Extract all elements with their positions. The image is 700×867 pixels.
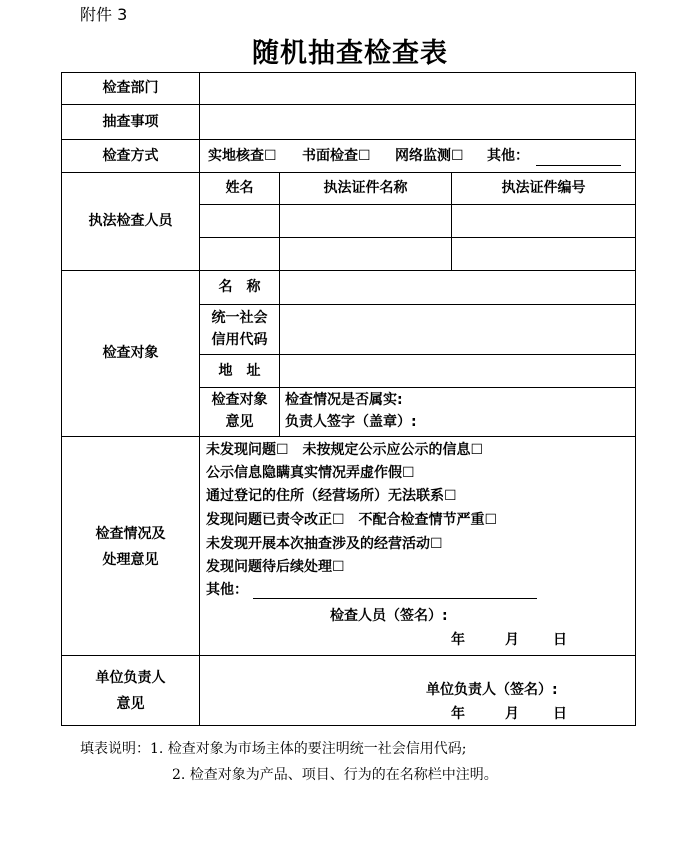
object-address-label: 地 址	[218, 363, 261, 379]
method-onsite-option[interactable]: 实地核查☐	[208, 148, 277, 164]
situation-label: 检查情况及 处理意见	[95, 526, 166, 568]
situation-line-5[interactable]: 未发现开展本次抽查涉及的经营活动☐	[206, 536, 443, 552]
situation-line-6[interactable]: 发现问题待后续处理☐	[206, 559, 345, 575]
personnel-label: 执法检查人员	[88, 213, 173, 229]
object-signature-text: 负责人签字（盖章）:	[285, 414, 417, 430]
object-credit-code-label-2: 信用代码	[211, 332, 268, 348]
leader-signature-label: 单位负责人（签名）:	[426, 682, 558, 698]
inspector-date-day: 日	[553, 632, 567, 648]
form-title: 随机抽查检查表	[252, 38, 448, 69]
leader-date-year: 年	[451, 706, 465, 722]
situation-line-4[interactable]: 发现问题已责令改正☐ 不配合检查情节严重☐	[206, 512, 498, 528]
matter-label: 抽查事项	[102, 114, 159, 130]
situation-other-label: 其他：	[206, 582, 248, 598]
object-opinion-label-1: 检查对象	[211, 392, 268, 408]
method-label: 检查方式	[102, 148, 159, 164]
method-other-blank[interactable]	[536, 165, 621, 166]
object-label: 检查对象	[102, 345, 159, 361]
method-written-option[interactable]: 书面检查☐	[302, 148, 371, 164]
personnel-cert-number-header: 执法证件编号	[501, 180, 586, 196]
personnel-name-header: 姓名	[225, 180, 254, 196]
inspector-date-month: 月	[505, 632, 519, 648]
leader-date-month: 月	[505, 706, 519, 722]
leader-date-day: 日	[553, 706, 567, 722]
department-label: 检查部门	[102, 80, 159, 96]
inspector-signature-label: 检查人员（签名）:	[330, 608, 448, 624]
situation-line-2[interactable]: 公示信息隐瞒真实情况弄虚作假☐	[206, 465, 415, 481]
inspection-form	[61, 72, 636, 726]
situation-other-blank[interactable]	[253, 598, 537, 599]
leader-label: 单位负责人 意见	[95, 670, 166, 712]
object-confirm-text: 检查情况是否属实:	[285, 392, 403, 408]
situation-line-1[interactable]: 未发现问题☐ 未按规定公示应公示的信息☐	[206, 442, 484, 458]
attachment-label: 附件 3	[80, 5, 128, 24]
personnel-cert-name-header: 执法证件名称	[323, 180, 408, 196]
object-name-label: 名 称	[218, 279, 261, 295]
method-other-option[interactable]: 其他：	[487, 148, 529, 164]
situation-line-3[interactable]: 通过登记的住所（经营场所）无法联系☐	[206, 488, 457, 504]
object-credit-code-label-1: 统一社会	[211, 310, 268, 326]
note-line-1: 填表说明：1. 检查对象为市场主体的要注明统一社会信用代码;	[80, 741, 467, 757]
method-online-option[interactable]: 网络监测☐	[395, 148, 464, 164]
note-line-2: 2. 检查对象为产品、项目、行为的在名称栏中注明。	[172, 767, 498, 783]
object-opinion-label-2: 意见	[225, 414, 254, 430]
inspector-date-year: 年	[451, 632, 465, 648]
